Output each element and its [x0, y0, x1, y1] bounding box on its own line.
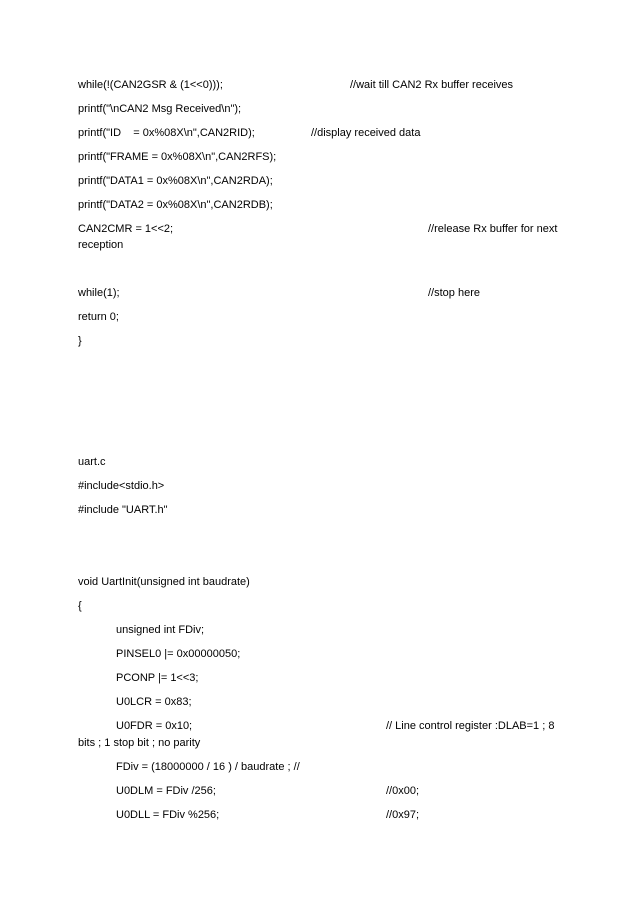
code-line: U0DLM = FDiv /256; — [116, 785, 216, 797]
code-line: while(!(CAN2GSR & (1<<0))); — [78, 79, 223, 91]
code-line: #include<stdio.h> — [78, 480, 165, 492]
code-line: unsigned int FDiv; — [116, 624, 205, 636]
code-comment: //display received data — [311, 127, 421, 139]
code-line: FDiv = (18000000 / 16 ) / baudrate ; // — [116, 761, 300, 773]
code-line: U0FDR = 0x10; — [116, 720, 193, 732]
code-line: printf("DATA2 = 0x%08X\n",CAN2RDB); — [78, 199, 273, 211]
code-comment: //stop here — [428, 287, 480, 299]
code-line: PCONP |= 1<<3; — [116, 672, 199, 684]
code-line: printf("DATA1 = 0x%08X\n",CAN2RDA); — [78, 175, 273, 187]
code-line: printf("FRAME = 0x%08X\n",CAN2RFS); — [78, 151, 277, 163]
file-name-heading: uart.c — [78, 456, 106, 468]
code-line: void UartInit(unsigned int baudrate) — [78, 576, 250, 588]
code-comment: //wait till CAN2 Rx buffer receives — [350, 79, 514, 91]
code-comment: //0x97; — [386, 809, 420, 821]
code-line: PINSEL0 |= 0x00000050; — [116, 648, 241, 660]
code-line: #include "UART.h" — [78, 504, 168, 516]
code-comment: //release Rx buffer for next — [428, 223, 558, 235]
code-comment-wrap: reception — [78, 239, 124, 251]
code-line: return 0; — [78, 311, 119, 323]
code-line: } — [78, 335, 82, 347]
code-comment: // Line control register :DLAB=1 ; 8 — [386, 720, 555, 732]
code-line: U0DLL = FDiv %256; — [116, 809, 220, 821]
code-line: CAN2CMR = 1<<2; — [78, 223, 174, 235]
code-line: printf("ID = 0x%08X\n",CAN2RID); — [78, 127, 255, 139]
code-comment: //0x00; — [386, 785, 420, 797]
code-line: U0LCR = 0x83; — [116, 696, 192, 708]
code-line: { — [78, 600, 82, 612]
code-line: printf("\nCAN2 Msg Received\n"); — [78, 103, 242, 115]
code-comment-wrap: bits ; 1 stop bit ; no parity — [78, 737, 201, 749]
code-line: while(1); — [78, 287, 120, 299]
